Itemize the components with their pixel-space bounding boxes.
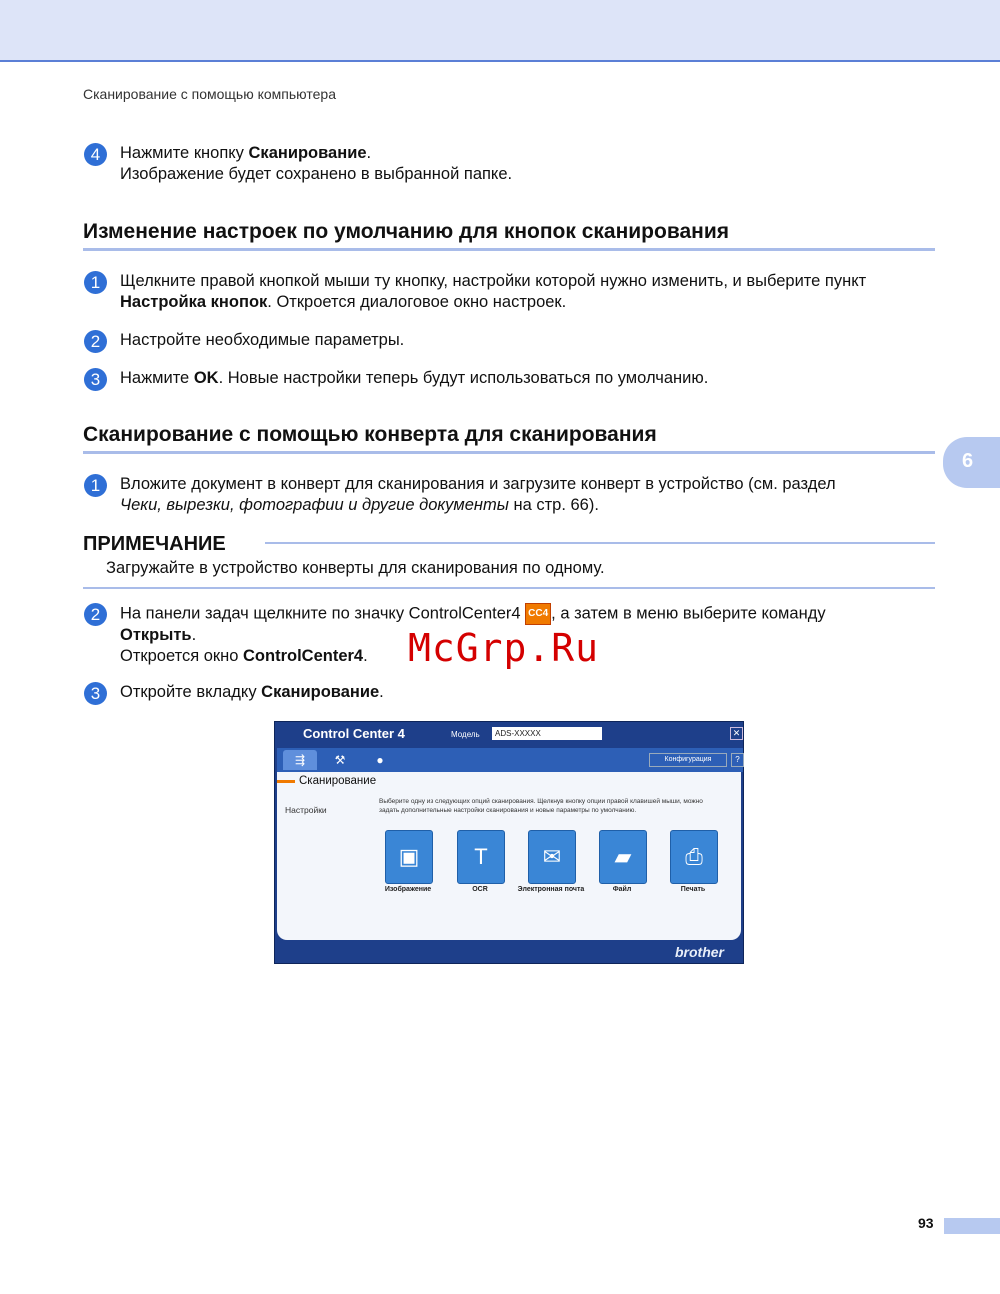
tab-marker	[277, 780, 295, 783]
text: .	[379, 683, 384, 701]
chapter-number: 6	[962, 450, 974, 472]
model-label: Модель	[451, 730, 480, 739]
text: Откройте вкладку	[120, 683, 262, 701]
bold-text: OK	[193, 369, 219, 387]
user-tab-icon[interactable]: ●	[376, 753, 384, 767]
settings-link[interactable]: Настройки	[285, 805, 327, 815]
text: Вложите документ в конверт для сканирования и загрузите конверт в устройство (см. раздел	[120, 475, 836, 493]
email-scan-label: Электронная почта	[517, 886, 585, 893]
window-title: Control Center 4	[303, 726, 405, 741]
step-text	[120, 682, 384, 703]
text: .	[191, 626, 197, 644]
step-number: 2	[84, 603, 107, 626]
text: Нажмите	[120, 369, 194, 387]
step-text: Настройте необходимые параметры.	[120, 331, 405, 349]
chapter-tab	[943, 437, 1000, 488]
running-head: Сканирование с помощью компьютера	[83, 86, 336, 102]
panel-title: Сканирование	[299, 775, 377, 787]
model-select[interactable]: ADS-XXXXX	[492, 727, 602, 740]
step-number: 4	[84, 143, 107, 166]
text: . Новые настройки теперь будут использоваться по умолчанию.	[218, 369, 709, 387]
tools-tab-icon[interactable]: ⚒	[334, 753, 346, 767]
toolbar	[277, 748, 743, 772]
page-bar	[944, 1218, 1000, 1234]
brother-logo: brother	[675, 944, 724, 960]
text: на стр. 66).	[508, 496, 599, 514]
step-text	[120, 368, 708, 389]
bold-text: Настройка кнопок	[120, 293, 268, 311]
bold-text: Сканирование	[248, 144, 367, 162]
text: Нажмите кнопку	[120, 144, 249, 162]
scan-panel	[277, 772, 741, 940]
step-number: 3	[84, 682, 107, 705]
scan-tab-icon[interactable]: ⇶	[283, 750, 317, 770]
step-number: 3	[84, 368, 107, 391]
section-heading: Изменение настроек по умолчанию для кнопок сканирования	[83, 220, 729, 243]
bold-text: ControlCenter4	[243, 647, 364, 665]
step-text	[120, 143, 512, 185]
image-scan-label: Изображение	[384, 886, 432, 893]
bold-text: Открыть	[120, 626, 192, 644]
note-rule-top	[265, 542, 935, 544]
text: На панели задач щелкните по значку ControlCenter4	[120, 604, 526, 623]
page-number: 93	[918, 1215, 934, 1231]
italic-text: Чеки, вырезки, фотографии и другие документы	[120, 496, 509, 514]
print-scan-button[interactable]: ⎙	[670, 830, 718, 884]
top-band	[0, 0, 1000, 62]
note-rule-bottom	[83, 587, 935, 589]
text: Щелкните правой кнопкой мыши ту кнопку, настройки которой нужно изменить, и выберите пункт	[120, 272, 867, 290]
text: Изображение будет сохранено в выбранной папке.	[120, 165, 513, 183]
bold-text: Сканирование	[261, 683, 380, 701]
file-scan-label: Файл	[612, 886, 632, 893]
note-heading: ПРИМЕЧАНИЕ	[83, 533, 226, 555]
print-scan-label: Печать	[680, 886, 706, 893]
section-heading: Сканирование с помощью конверта для сканирования	[83, 423, 657, 446]
ocr-scan-label: OCR	[472, 886, 488, 893]
step-text	[120, 271, 866, 313]
heading-rule	[83, 248, 935, 251]
step-number: 1	[84, 271, 107, 294]
controlcenter4-window	[274, 721, 744, 964]
text: .	[363, 647, 368, 665]
note-text: Загружайте в устройство конверты для сканирования по одному.	[106, 559, 605, 577]
file-scan-button[interactable]: ▰	[599, 830, 647, 884]
config-button[interactable]: Конфигурация	[649, 753, 727, 767]
text: . Откроется диалоговое окно настроек.	[267, 293, 567, 311]
text: , а затем в меню выберите команду	[551, 604, 826, 623]
panel-description: Выберите одну из следующих опций сканирования. Щелкнув кнопку опции правой клавишей мыши, можно задать дополнительные настройки сканирования и новые параметры по умолчанию.	[379, 798, 703, 814]
ocr-scan-button[interactable]: T	[457, 830, 505, 884]
step-number: 1	[84, 474, 107, 497]
close-icon[interactable]: ✕	[730, 727, 743, 740]
step-text	[120, 474, 836, 516]
email-scan-button[interactable]: ✉	[528, 830, 576, 884]
text: Откроется окно	[120, 647, 244, 665]
image-scan-button[interactable]: ▣	[385, 830, 433, 884]
help-button[interactable]: ?	[731, 753, 744, 767]
text: .	[366, 144, 372, 162]
controlcenter4-icon: CC4	[525, 603, 551, 625]
watermark: McGrp.Ru	[408, 626, 600, 670]
heading-rule	[83, 451, 935, 454]
step-number: 2	[84, 330, 107, 353]
